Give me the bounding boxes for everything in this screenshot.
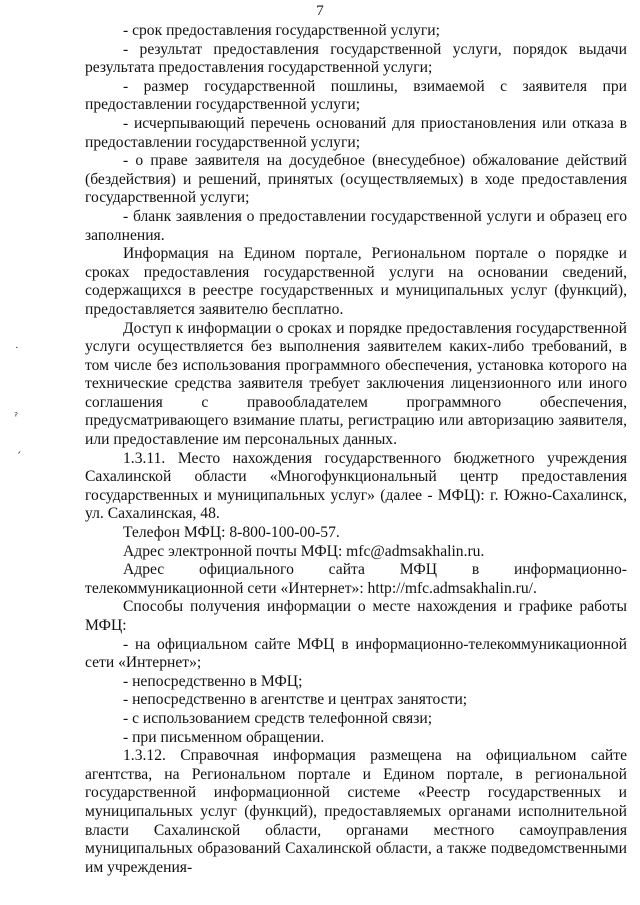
paragraph: Телефон МФЦ: 8-800-100-00-57. xyxy=(123,524,340,542)
paragraph: - непосредственно в агентстве и центрах занятости; xyxy=(123,691,468,709)
paragraph: - на официальном сайте МФЦ в информационно-телекоммуникационной сети «Интернет»; xyxy=(85,635,627,672)
paragraph: Доступ к информации о сроках и порядке предоставления государственной услуги осуществляется без выполнения заявителем каких-либо требований, в том числе без использования программного обеспечения, установка которого на технические средства заявителя требует заключения лицензионного или иного соглашения с правообладателем программного обеспечения, предусматривающего взимание платы, регистрацию или авторизацию заявителя, или предоставление им персональных данных. xyxy=(85,319,627,449)
margin-mark: ˙ xyxy=(14,345,20,358)
paragraph: Адрес официального сайта МФЦ в информационно-телекоммуникационной сети «Интернет»: http://mfc.admsakhalin.ru/. xyxy=(85,561,627,597)
paragraph: - результат предоставления государственной услуги, порядок выдачи результата предоставления государственной услуги; xyxy=(85,40,627,77)
paragraph: - непосредственно в МФЦ; xyxy=(123,672,303,690)
paragraph: - срок предоставления государственной услуги; xyxy=(123,22,440,39)
paragraph: Способы получения информации о месте нахождения и графике работы МФЦ: xyxy=(85,598,627,634)
margin-mark: ˊ xyxy=(16,450,22,463)
paragraph: 1.3.12. Справочная информация размещена на официальном сайте агентства, на Региональном портале и Едином портале, в региональной государственной информационной системе «Реестр государственных и муниципальных услуг (функций), предоставляемых органами исполнительной власти Сахалинской области, органами местного самоуправления муниципальных образований Сахалинской области, а также подведомственными им учреждения- xyxy=(85,747,627,876)
paragraph: Информация на Едином портале, Региональном портале о порядке и сроках предоставления государственной услуги на основании сведений, содержащихся в реестре государственных и муниципальных услуг (функций), предоставляется заявителю бесплатно. xyxy=(85,245,627,318)
paragraph: - исчерпывающий перечень оснований для приостановления или отказа в предоставлении государственной услуги; xyxy=(85,114,627,151)
paragraph: - бланк заявления о предоставлении государственной услуги и образец его заполнения. xyxy=(85,207,627,244)
page-number: 7 xyxy=(316,3,324,19)
paragraph: - размер государственной пошлины, взимаемой с заявителя при предоставлении государственной услуги; xyxy=(85,77,627,114)
paragraph: - о праве заявителя на досудебное (внесудебное) обжалование действий (бездействия) и решений, принятых (осуществляемых) в ходе предоставления государственной услуги; xyxy=(85,152,627,207)
paragraph: 1.3.11. Место нахождения государственного бюджетного учреждения Сахалинской области «Многофункциональный центр предоставления государственных и муниципальных услуг» (далее - МФЦ): г. Южно-Сахалинск, ул. Сахалинская, 48. xyxy=(85,449,627,523)
document-body xyxy=(85,22,627,877)
paragraph: - с использованием средств телефонной связи; xyxy=(123,709,433,727)
paragraph: - при письменном обращении. xyxy=(123,728,325,746)
paragraph: Адрес электронной почты МФЦ: mfc@admsakhalin.ru. xyxy=(123,542,485,560)
margin-mark: ˀ xyxy=(14,410,19,423)
